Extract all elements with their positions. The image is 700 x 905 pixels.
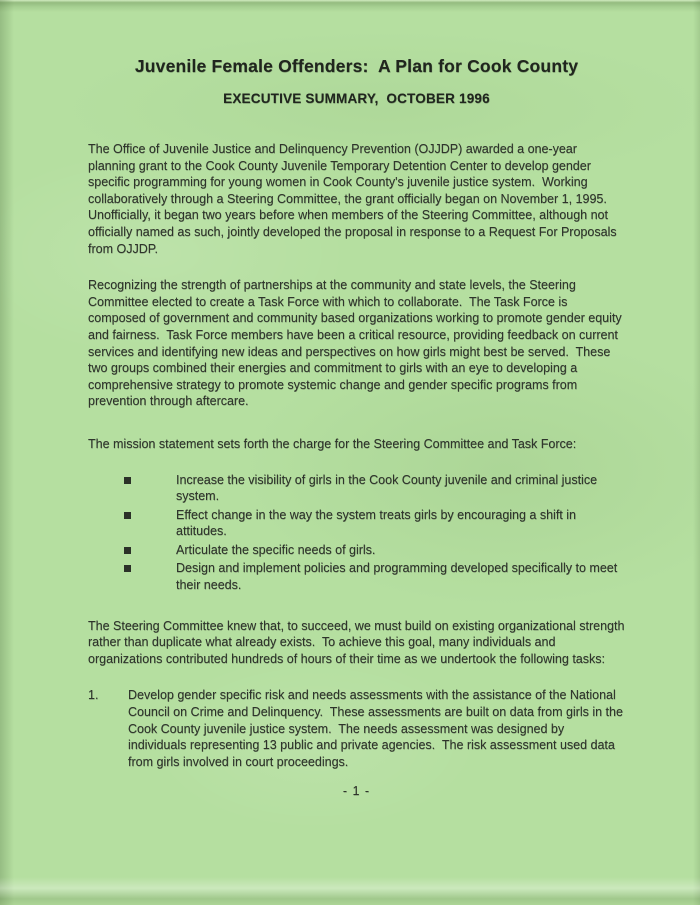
bullet-text: Design and implement policies and programming developed specifically to meet their needs. <box>176 561 621 593</box>
bullet-square-icon <box>124 565 131 572</box>
numbered-task-item <box>88 687 625 770</box>
page-title: Juvenile Female Offenders: A Plan for Cook County <box>134 56 579 76</box>
bullet-text: Effect change in the way the system treats girls by encouraging a shift in attitudes. <box>176 507 580 539</box>
paragraph-task-force: Recognizing the strength of partnerships at the community and state levels, the Steering Committee elected to create a Task Force with which to collaborate. The Task Force is composed of government and community based organizations working to promote gender equity and fairness. Task Force members have been a critical resource, providing feedback on current services and identifying new ideas and perspectives on how girls might best be served. These two groups combined their energies and commitment to girls with an eye to developing a comprehensive strategy to promote systemic change and gender specific programs from prevention through aftercare. <box>88 278 626 409</box>
task-number: 1. <box>88 688 99 703</box>
mission-bullet-list <box>88 472 625 594</box>
bullet-square-icon <box>124 512 131 519</box>
paragraph-ojjdp-grant: The Office of Juvenile Justice and Delinquency Prevention (OJJDP) awarded a one-year planning grant to the Cook County Juvenile Temporary Detention Center to develop gender specific programming for young women in Cook County's juvenile justice system. Working collaboratively through a Steering Committee, the grant officially began on November 1, 1995. Unofficially, it began two years before when members of the Steering Committee, although not officially named as such, jointly developed the proposal in response to a Request For Proposals from OJJDP. <box>88 142 621 256</box>
bullet-text: Increase the visibility of girls in the Cook County juvenile and criminal justice system. <box>176 472 601 504</box>
bullet-item-design-policies <box>88 560 625 593</box>
page-number: - 1 - <box>342 784 371 799</box>
paragraph-tasks-intro: The Steering Committee knew that, to succeed, we must build on existing organizational strength rather than duplicate what already exists. To achieve this goal, many individuals and organizations contributed hundreds of hours of their time as we undertook the following tasks: <box>88 618 628 666</box>
page-subtitle: EXECUTIVE SUMMARY, OCTOBER 1996 <box>223 91 490 106</box>
bullet-text: Articulate the specific needs of girls. <box>176 542 376 557</box>
bullet-square-icon <box>124 547 131 554</box>
task-text: Develop gender specific risk and needs assessments with the assistance of the National Council on Crime and Delinquency. These assessments are built on data from girls in the Cook County juvenile justice system. The needs assessment was designed by individuals representing 13 public and private agencies. The risk assessment used data from girls involved in court proceedings. <box>128 688 627 769</box>
bullet-item-effect-change <box>88 507 625 540</box>
bullet-item-articulate-needs <box>88 542 625 559</box>
scan-crease-bottom <box>0 877 700 905</box>
paragraph-mission-intro: The mission statement sets forth the charge for the Steering Committee and Task Force: <box>88 436 577 451</box>
bullet-item-visibility <box>88 472 625 505</box>
bullet-square-icon <box>124 477 131 484</box>
